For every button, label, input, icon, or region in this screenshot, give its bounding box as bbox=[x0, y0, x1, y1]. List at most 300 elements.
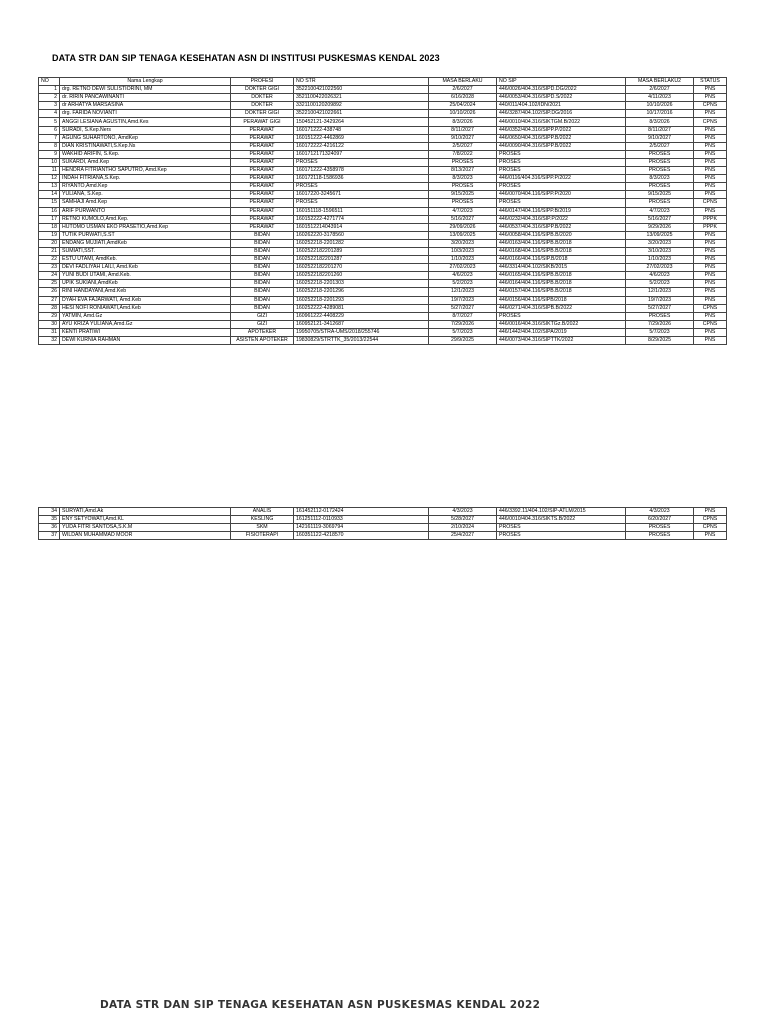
cell-status: PNS bbox=[694, 312, 727, 320]
cell-str: 160151222-4462869 bbox=[294, 134, 429, 142]
cell-status: PNS bbox=[694, 191, 727, 199]
cell-masa-berlaku2: 6/20/2027 bbox=[626, 516, 694, 524]
cell-masa-berlaku: 27/02/2023 bbox=[429, 264, 497, 272]
cell-nama: ARIF PURWANTO bbox=[60, 207, 231, 215]
cell-sip: 446/0232/404.316/SIP.P/2022 bbox=[497, 215, 626, 223]
cell-status: PNS bbox=[694, 175, 727, 183]
header-profesi: PROFESI bbox=[231, 78, 294, 86]
cell-status: CPNS bbox=[694, 199, 727, 207]
cell-str: 16017220-3245671 bbox=[294, 191, 429, 199]
cell-profesi: PERAWAT bbox=[231, 223, 294, 231]
cell-masa-berlaku: 8/13/2027 bbox=[429, 167, 497, 175]
cell-masa-berlaku: 9/10/2027 bbox=[429, 134, 497, 142]
cell-status: CPNS bbox=[694, 102, 727, 110]
cell-nama: drg. RETNO DEWI SULISTIORINI, MM bbox=[60, 86, 231, 94]
cell-no: 13 bbox=[39, 183, 60, 191]
cell-str: 161452112-0172424 bbox=[294, 508, 429, 516]
cell-str: 3522100421022661 bbox=[294, 110, 429, 118]
header-status: STATUS bbox=[694, 78, 727, 86]
cell-str: 160351122-4218570 bbox=[294, 532, 429, 540]
table-row bbox=[39, 312, 727, 320]
cell-no: 15 bbox=[39, 199, 60, 207]
table-row bbox=[39, 167, 727, 175]
cell-no: 30 bbox=[39, 320, 60, 328]
table-body-continued bbox=[39, 508, 727, 540]
cell-no: 28 bbox=[39, 304, 60, 312]
cell-masa-berlaku2: 19/7/2023 bbox=[626, 296, 694, 304]
header-sip: NO SIP bbox=[497, 78, 626, 86]
table-row bbox=[39, 337, 727, 345]
cell-profesi: PERAWAT bbox=[231, 191, 294, 199]
cell-profesi: BIDAN bbox=[231, 288, 294, 296]
cell-no: 18 bbox=[39, 223, 60, 231]
cell-masa-berlaku: 7/29/2026 bbox=[429, 320, 497, 328]
table-row bbox=[39, 239, 727, 247]
cell-masa-berlaku2: PROSES bbox=[626, 524, 694, 532]
cell-masa-berlaku2: 3/20/2023 bbox=[626, 239, 694, 247]
cell-nama: YATMIN, Amd.Gz bbox=[60, 312, 231, 320]
cell-nama: ENDANG MUJIATI,AmdKeb bbox=[60, 239, 231, 247]
table-row bbox=[39, 231, 727, 239]
cell-no: 34 bbox=[39, 508, 60, 516]
cell-sip: 446/0157/404.116/SIPB.B/2018 bbox=[497, 288, 626, 296]
cell-masa-berlaku: 2/5/2027 bbox=[429, 142, 497, 150]
cell-masa-berlaku2: 2/5/2027 bbox=[626, 142, 694, 150]
table-row bbox=[39, 94, 727, 102]
cell-profesi: SKM bbox=[231, 524, 294, 532]
cell-masa-berlaku: 13/09/2025 bbox=[429, 231, 497, 239]
cell-status: PNS bbox=[694, 239, 727, 247]
cell-status: PNS bbox=[694, 337, 727, 345]
cell-nama: ENY SETYOWATI,Amd.KL bbox=[60, 516, 231, 524]
cell-nama: RETNO KUMOLO,Amd.Kep. bbox=[60, 215, 231, 223]
cell-masa-berlaku: 25/4/2027 bbox=[429, 532, 497, 540]
cell-str: 160172118-1586936 bbox=[294, 175, 429, 183]
table-row bbox=[39, 223, 727, 231]
cell-str: 1601712171324097 bbox=[294, 150, 429, 158]
cell-no: 24 bbox=[39, 272, 60, 280]
cell-masa-berlaku: 10/3/2023 bbox=[429, 247, 497, 255]
cell-status: PNS bbox=[694, 328, 727, 336]
cell-nama: DYAH EVA FAJARWATI, Amd.Keb bbox=[60, 296, 231, 304]
cell-status: PNS bbox=[694, 150, 727, 158]
cell-nama: KENTI PRATIWI bbox=[60, 328, 231, 336]
table-row bbox=[39, 207, 727, 215]
cell-str: 1602522182201270 bbox=[294, 264, 429, 272]
cell-nama: RIYANTO,Amd.Kep bbox=[60, 183, 231, 191]
cell-no: 35 bbox=[39, 516, 60, 524]
cell-no: 12 bbox=[39, 175, 60, 183]
cell-no: 17 bbox=[39, 215, 60, 223]
cell-status: PNS bbox=[694, 167, 727, 175]
table-row bbox=[39, 118, 727, 126]
cell-str: 160252218-2201293 bbox=[294, 296, 429, 304]
cell-masa-berlaku2: 7/29/2026 bbox=[626, 320, 694, 328]
cell-nama: ESTU UTAMI, AmdKeb. bbox=[60, 256, 231, 264]
cell-sip: 446/1442/404.102/SIPA/2019 bbox=[497, 328, 626, 336]
cell-profesi: PERAWAT GIGI bbox=[231, 118, 294, 126]
cell-sip: 446/0271/404.316/SIPB.B/2022 bbox=[497, 304, 626, 312]
cell-no: 2 bbox=[39, 94, 60, 102]
cell-masa-berlaku2: 9/15/2025 bbox=[626, 191, 694, 199]
table-row bbox=[39, 508, 727, 516]
cell-sip: 446/0147/404.116/SIPP.B/2019 bbox=[497, 207, 626, 215]
cell-sip: 446/0116/404.316/SIPP.P/2022 bbox=[497, 175, 626, 183]
cell-profesi: PERAWAT bbox=[231, 215, 294, 223]
header-nama: Nama Lengkap bbox=[60, 78, 231, 86]
table-row bbox=[39, 150, 727, 158]
cell-masa-berlaku2: 3/10/2023 bbox=[626, 247, 694, 255]
cell-status: CPNS bbox=[694, 516, 727, 524]
cell-profesi: BIDAN bbox=[231, 280, 294, 288]
cell-sip: 446/0650/404.316/SIPP.B/2022 bbox=[497, 134, 626, 142]
cell-masa-berlaku: 12/1/2023 bbox=[429, 288, 497, 296]
cell-sip: 446/0164/404.116/SIPB.B/2018 bbox=[497, 280, 626, 288]
cell-sip: PROSES bbox=[497, 532, 626, 540]
cell-masa-berlaku: 4/3/2023 bbox=[429, 508, 497, 516]
cell-nama: DEVI FADLIYAH LAILI, Amd.Keb bbox=[60, 264, 231, 272]
cell-no: 7 bbox=[39, 134, 60, 142]
cell-masa-berlaku: 8/11/2027 bbox=[429, 126, 497, 134]
cell-masa-berlaku2: 4/3/2023 bbox=[626, 508, 694, 516]
table-row bbox=[39, 183, 727, 191]
cell-no: 9 bbox=[39, 150, 60, 158]
cell-status: PPPK bbox=[694, 215, 727, 223]
cell-masa-berlaku2: 27/02/2023 bbox=[626, 264, 694, 272]
table-row bbox=[39, 86, 727, 94]
cell-no: 20 bbox=[39, 239, 60, 247]
cell-nama: HUTOMO USMAN EKO PRASETIO,Amd.Kep bbox=[60, 223, 231, 231]
cell-str: 160252218-2201282 bbox=[294, 239, 429, 247]
cell-nama: DIAN KRISTINAWATI,S.Kep.Ns bbox=[60, 142, 231, 150]
cell-nama: YULIANA, S.Kep. bbox=[60, 191, 231, 199]
cell-masa-berlaku: 9/15/2025 bbox=[429, 191, 497, 199]
table-row bbox=[39, 175, 727, 183]
table-row bbox=[39, 264, 727, 272]
cell-profesi: APOTEKER bbox=[231, 328, 294, 336]
asn-str-sip-table-continued bbox=[38, 507, 727, 540]
cell-masa-berlaku2: 5/16/2027 bbox=[626, 215, 694, 223]
cell-str: 160252218-2201296 bbox=[294, 288, 429, 296]
cell-status: PNS bbox=[694, 134, 727, 142]
table-row bbox=[39, 191, 727, 199]
table-row bbox=[39, 296, 727, 304]
cell-profesi: BIDAN bbox=[231, 256, 294, 264]
cell-status: PNS bbox=[694, 288, 727, 296]
cell-str: 161251112-0110933 bbox=[294, 516, 429, 524]
cell-no: 8 bbox=[39, 142, 60, 150]
cell-sip: 446/0073/404.316/SIPTTK/2022 bbox=[497, 337, 626, 345]
cell-no: 6 bbox=[39, 126, 60, 134]
cell-status: PNS bbox=[694, 110, 727, 118]
cell-masa-berlaku2: 2/6/2027 bbox=[626, 86, 694, 94]
cell-masa-berlaku: 25/04/2024 bbox=[429, 102, 497, 110]
cell-status: CPNS bbox=[694, 118, 727, 126]
cell-nama: HESI NOFI RONIAWATI,Amd.Keb bbox=[60, 304, 231, 312]
cell-no: 27 bbox=[39, 296, 60, 304]
cell-masa-berlaku2: PROSES bbox=[626, 199, 694, 207]
table-row bbox=[39, 199, 727, 207]
cell-status: CPNS bbox=[694, 524, 727, 532]
cell-status: CPNS bbox=[694, 304, 727, 312]
cell-sip: 446/0010/404.316/SIKTGM.B/2022 bbox=[497, 118, 626, 126]
cell-sip: PROSES bbox=[497, 524, 626, 532]
cell-profesi: ANALIS bbox=[231, 508, 294, 516]
cell-masa-berlaku2: PROSES bbox=[626, 312, 694, 320]
cell-masa-berlaku: 2/10/2024 bbox=[429, 524, 497, 532]
cell-masa-berlaku2: 4/11/2023 bbox=[626, 94, 694, 102]
cell-no: 16 bbox=[39, 207, 60, 215]
cell-masa-berlaku2: 10/17/2016 bbox=[626, 110, 694, 118]
cell-sip: PROSES bbox=[497, 183, 626, 191]
cell-masa-berlaku: 5/16/2027 bbox=[429, 215, 497, 223]
table-row bbox=[39, 280, 727, 288]
cell-profesi: PERAWAT bbox=[231, 183, 294, 191]
table-row bbox=[39, 134, 727, 142]
cell-masa-berlaku2: PROSES bbox=[626, 150, 694, 158]
cell-masa-berlaku2: 9/10/2027 bbox=[626, 134, 694, 142]
cell-str: PROSES bbox=[294, 183, 429, 191]
cell-nama: SAMHAJI Amd.Kep bbox=[60, 199, 231, 207]
cell-profesi: DOKTER bbox=[231, 94, 294, 102]
cell-no: 29 bbox=[39, 312, 60, 320]
cell-status: PNS bbox=[694, 126, 727, 134]
cell-sip: 446/0156/404.116/SIPB/2018 bbox=[497, 296, 626, 304]
cell-sip: 446/0070/404.116/SIPP.P/2020 bbox=[497, 191, 626, 199]
cell-profesi: BIDAN bbox=[231, 304, 294, 312]
cell-masa-berlaku: 7/8/2022 bbox=[429, 150, 497, 158]
cell-no: 11 bbox=[39, 167, 60, 175]
cell-nama: AYU KRIZA YULIANA,Amd.Gz bbox=[60, 320, 231, 328]
document-title: DATA STR DAN SIP TENAGA KESEHATAN ASN DI INSTITUSI PUSKESMAS KENDAL 2023 bbox=[52, 53, 440, 63]
cell-sip: PROSES bbox=[497, 150, 626, 158]
cell-profesi: BIDAN bbox=[231, 231, 294, 239]
cell-masa-berlaku2: 5/7/2023 bbox=[626, 328, 694, 336]
cell-no: 25 bbox=[39, 280, 60, 288]
cell-nama: WAKHID ARIFIN, S.Kep. bbox=[60, 150, 231, 158]
cell-masa-berlaku: 8/3/2026 bbox=[429, 118, 497, 126]
cell-status: PNS bbox=[694, 532, 727, 540]
cell-no: 14 bbox=[39, 191, 60, 199]
cell-masa-berlaku: 8/3/2023 bbox=[429, 175, 497, 183]
cell-masa-berlaku: 6/16/2028 bbox=[429, 94, 497, 102]
cell-status: PNS bbox=[694, 296, 727, 304]
cell-no: 1 bbox=[39, 86, 60, 94]
cell-masa-berlaku: 5/7/2023 bbox=[429, 328, 497, 336]
cell-status: PNS bbox=[694, 183, 727, 191]
cell-no: 22 bbox=[39, 256, 60, 264]
cell-nama: dr ARHATYA MARSASINA bbox=[60, 102, 231, 110]
cell-str: 19830829/STRTTK_35/2013/22544 bbox=[294, 337, 429, 345]
cell-sip: 446/0165/404.116/SIPB.B/2018 bbox=[497, 272, 626, 280]
cell-str: 1602522182201260 bbox=[294, 272, 429, 280]
cell-status: CPNS bbox=[694, 320, 727, 328]
header-masa-berlaku: MASA BERLAKU bbox=[429, 78, 497, 86]
cell-masa-berlaku: 3/20/2023 bbox=[429, 239, 497, 247]
cell-nama: TUTIK PURWATI,S.ST bbox=[60, 231, 231, 239]
cell-str: 19950705/STRA-UMS/2018/255746 bbox=[294, 328, 429, 336]
cell-str: 160171222-438748 bbox=[294, 126, 429, 134]
cell-profesi: PERAWAT bbox=[231, 158, 294, 166]
cell-nama: dr. RIRIN PANCAWINANTI bbox=[60, 94, 231, 102]
table-row bbox=[39, 126, 727, 134]
cell-status: PNS bbox=[694, 142, 727, 150]
footer-title: DATA STR DAN SIP TENAGA KESEHATAN ASN PUSKESMAS KENDAL 2022 bbox=[100, 999, 541, 1011]
cell-masa-berlaku2: 5/27/2027 bbox=[626, 304, 694, 312]
cell-str: 3521100422026321 bbox=[294, 94, 429, 102]
cell-masa-berlaku2: 4/6/2023 bbox=[626, 272, 694, 280]
cell-status: PNS bbox=[694, 207, 727, 215]
cell-masa-berlaku: 4/7/2023 bbox=[429, 207, 497, 215]
cell-str: 160252222-4289081 bbox=[294, 304, 429, 312]
cell-sip: PROSES bbox=[497, 312, 626, 320]
cell-status: PNS bbox=[694, 264, 727, 272]
cell-masa-berlaku: 19/7/2023 bbox=[429, 296, 497, 304]
cell-nama: DEWI KURNIA RAHMAN bbox=[60, 337, 231, 345]
cell-str: 1602522182201289 bbox=[294, 247, 429, 255]
cell-masa-berlaku: 29/09/2026 bbox=[429, 223, 497, 231]
cell-status: PNS bbox=[694, 158, 727, 166]
cell-nama: WILDAN MUHAMMAD MOOR bbox=[60, 532, 231, 540]
cell-sip: 446/3392.11/404.102/SIP-ATLM/2015 bbox=[497, 508, 626, 516]
cell-nama: INDAH FITRIANA,S.Kep. bbox=[60, 175, 231, 183]
cell-no: 5 bbox=[39, 118, 60, 126]
cell-no: 31 bbox=[39, 328, 60, 336]
cell-str: 160961222-4408229 bbox=[294, 312, 429, 320]
table-row bbox=[39, 320, 727, 328]
cell-masa-berlaku2: 12/1/2023 bbox=[626, 288, 694, 296]
cell-masa-berlaku: 4/6/2023 bbox=[429, 272, 497, 280]
cell-sip: 446/3287/404.102/SIP.DG/2016 bbox=[497, 110, 626, 118]
cell-nama: UPIK SUKIANI,AmdKeb bbox=[60, 280, 231, 288]
cell-profesi: BIDAN bbox=[231, 247, 294, 255]
cell-str: 3522100421022560 bbox=[294, 86, 429, 94]
cell-sip: 446/0163/404.116/SIPB.B/2018 bbox=[497, 239, 626, 247]
cell-nama: YUNI BUDI UTAMI, Amd.Keb. bbox=[60, 272, 231, 280]
cell-nama: HENDRA FITRIANTHO SAPUTRO, Amd.Kep bbox=[60, 167, 231, 175]
cell-str: 3321100120209892 bbox=[294, 102, 429, 110]
cell-masa-berlaku2: PROSES bbox=[626, 532, 694, 540]
cell-profesi: FISIOTERAPI bbox=[231, 532, 294, 540]
cell-profesi: BIDAN bbox=[231, 296, 294, 304]
cell-no: 3 bbox=[39, 102, 60, 110]
cell-masa-berlaku: PROSES bbox=[429, 183, 497, 191]
cell-nama: SURADI, S.Kep.Ners bbox=[60, 126, 231, 134]
cell-profesi: PERAWAT bbox=[231, 126, 294, 134]
cell-sip: 446/0053/404.316/SIPD.S/2022 bbox=[497, 94, 626, 102]
cell-masa-berlaku2: PROSES bbox=[626, 183, 694, 191]
cell-masa-berlaku: 8/7/2027 bbox=[429, 312, 497, 320]
table-row bbox=[39, 272, 727, 280]
cell-str: 160172222-4216122 bbox=[294, 142, 429, 150]
cell-profesi: PERAWAT bbox=[231, 167, 294, 175]
table-row bbox=[39, 304, 727, 312]
cell-no: 21 bbox=[39, 247, 60, 255]
cell-masa-berlaku: 2/6/2027 bbox=[429, 86, 497, 94]
cell-str: PROSES bbox=[294, 158, 429, 166]
cell-nama: ANGGI LESIANA AGUSTIN,Amd.Kes bbox=[60, 118, 231, 126]
cell-masa-berlaku2: PROSES bbox=[626, 158, 694, 166]
cell-status: PNS bbox=[694, 280, 727, 288]
cell-status: PNS bbox=[694, 247, 727, 255]
cell-status: PNS bbox=[694, 508, 727, 516]
cell-no: 32 bbox=[39, 337, 60, 345]
table-row bbox=[39, 256, 727, 264]
cell-str: 1602522182201287 bbox=[294, 256, 429, 264]
cell-no: 10 bbox=[39, 158, 60, 166]
cell-masa-berlaku: PROSES bbox=[429, 199, 497, 207]
cell-str: 160171222-4358978 bbox=[294, 167, 429, 175]
cell-str: 160151118-1596511 bbox=[294, 207, 429, 215]
cell-no: 4 bbox=[39, 110, 60, 118]
header-masa-berlaku2: MASA BERLAKU2 bbox=[626, 78, 694, 86]
cell-profesi: PERAWAT bbox=[231, 175, 294, 183]
cell-sip: 446/0026/404.316/SIPD.DG/2022 bbox=[497, 86, 626, 94]
table-row bbox=[39, 215, 727, 223]
table-row bbox=[39, 516, 727, 524]
cell-nama: YUDA FITRI SANTOSA,S.K.M bbox=[60, 524, 231, 532]
cell-str: 160952121-3412687 bbox=[294, 320, 429, 328]
table-row bbox=[39, 110, 727, 118]
cell-str: 1601512214043914 bbox=[294, 223, 429, 231]
table-row bbox=[39, 158, 727, 166]
header-no: NO bbox=[39, 78, 60, 86]
cell-str: PROSES bbox=[294, 199, 429, 207]
cell-no: 37 bbox=[39, 532, 60, 540]
cell-status: PNS bbox=[694, 86, 727, 94]
cell-status: PNS bbox=[694, 272, 727, 280]
cell-profesi: PERAWAT bbox=[231, 134, 294, 142]
cell-masa-berlaku2: 1/10/2023 bbox=[626, 256, 694, 264]
cell-profesi: PERAWAT bbox=[231, 207, 294, 215]
cell-masa-berlaku2: 5/2/2023 bbox=[626, 280, 694, 288]
cell-masa-berlaku: 1/10/2023 bbox=[429, 256, 497, 264]
cell-profesi: PERAWAT bbox=[231, 199, 294, 207]
cell-nama: drg. FARIDA NOVIANTI bbox=[60, 110, 231, 118]
table-row bbox=[39, 328, 727, 336]
table-row bbox=[39, 288, 727, 296]
cell-nama: SUKARDI, Amd.Kep bbox=[60, 158, 231, 166]
cell-profesi: GIZI bbox=[231, 312, 294, 320]
cell-sip: 440/011/404.102/IDN/2021 bbox=[497, 102, 626, 110]
asn-str-sip-table bbox=[38, 77, 727, 345]
cell-status: PNS bbox=[694, 94, 727, 102]
cell-profesi: PERAWAT bbox=[231, 150, 294, 158]
cell-sip: 446/3314/404.102/SIKB/2015 bbox=[497, 264, 626, 272]
cell-sip: 446/0537/404.316/SIPP.B/2022 bbox=[497, 223, 626, 231]
cell-str: 142161119-3069794 bbox=[294, 524, 429, 532]
cell-profesi: BIDAN bbox=[231, 239, 294, 247]
cell-masa-berlaku: 10/10/2026 bbox=[429, 110, 497, 118]
cell-no: 36 bbox=[39, 524, 60, 532]
cell-profesi: DOKTER bbox=[231, 102, 294, 110]
cell-profesi: PERAWAT bbox=[231, 142, 294, 150]
table-header-row bbox=[39, 78, 727, 86]
cell-sip: 446/0090/404.316/SIPP.B/2022 bbox=[497, 142, 626, 150]
cell-masa-berlaku2: 13/09/2025 bbox=[626, 231, 694, 239]
cell-profesi: BIDAN bbox=[231, 272, 294, 280]
cell-sip: PROSES bbox=[497, 199, 626, 207]
cell-profesi: KESLING bbox=[231, 516, 294, 524]
cell-profesi: DOKTER GIGI bbox=[231, 86, 294, 94]
cell-profesi: GIZI bbox=[231, 320, 294, 328]
cell-profesi: DOKTER GIGI bbox=[231, 110, 294, 118]
cell-nama: SURYATI,Amd.Ak bbox=[60, 508, 231, 516]
table-row bbox=[39, 102, 727, 110]
cell-masa-berlaku2: 8/29/2025 bbox=[626, 337, 694, 345]
cell-no: 19 bbox=[39, 231, 60, 239]
table-row bbox=[39, 142, 727, 150]
